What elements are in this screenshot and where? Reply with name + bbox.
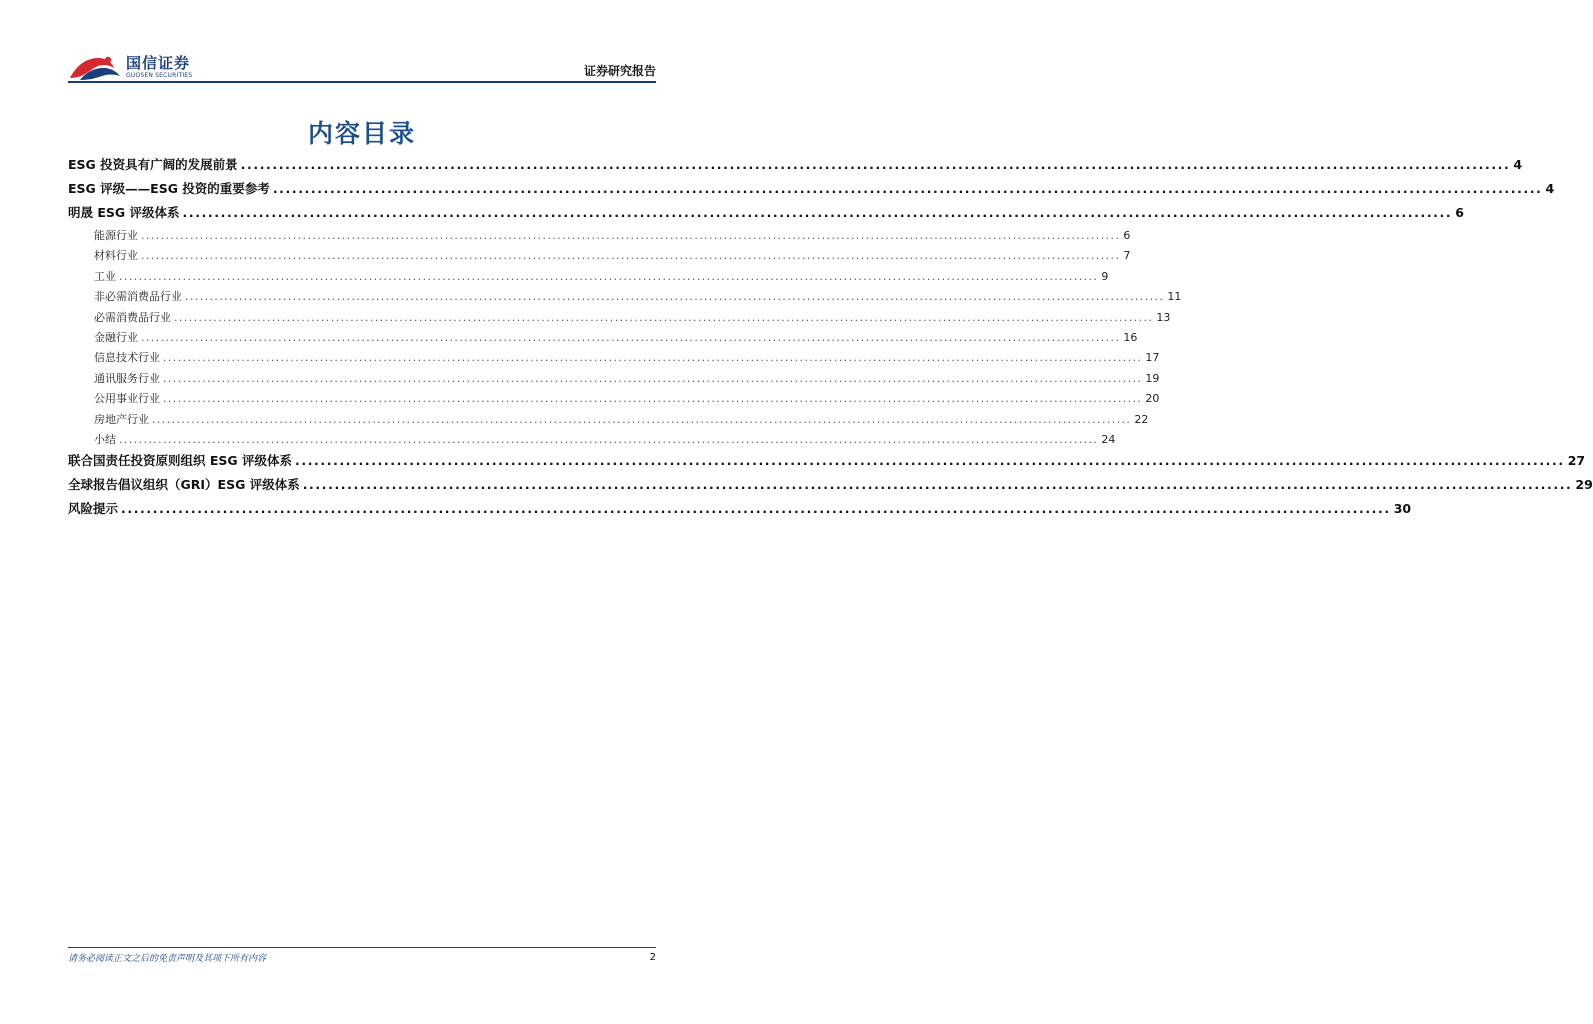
- toc-entry[interactable]: [68, 309, 1171, 329]
- toc-entry-page: 20: [1145, 392, 1160, 406]
- toc-leader-dots: ........................................................................................................................................................................................................: [152, 412, 1132, 426]
- toc-leader-dots: ........................................................................................................................................................................................................: [295, 453, 1565, 469]
- toc-entry-label: 明晟 ESG 评级体系: [68, 205, 180, 220]
- logo: [68, 50, 192, 84]
- toc-leader-dots: ........................................................................................................................................................................................................: [119, 269, 1099, 283]
- toc-entry[interactable]: [68, 431, 1116, 451]
- toc-entry[interactable]: [68, 499, 1412, 523]
- toc-entry-page: 19: [1145, 371, 1160, 385]
- toc-entry[interactable]: [68, 390, 1160, 410]
- report-type-label: 证券研究报告: [583, 64, 656, 78]
- toc-entry-page: 11: [1167, 290, 1182, 304]
- toc-entry-label: 联合国责任投资原则组织 ESG 评级体系: [68, 453, 293, 469]
- footer-disclaimer: 请务必阅读正文之后的免责声明及其项下所有内容: [68, 954, 267, 964]
- toc-entry-page: 16: [1123, 330, 1138, 344]
- toc-entry-page: 17: [1145, 351, 1160, 365]
- toc-leader-dots: ........................................................................................................................................................................................................: [163, 351, 1143, 365]
- toc-entry[interactable]: [68, 288, 1182, 308]
- toc-leader-dots: ........................................................................................................................................................................................................: [163, 392, 1143, 406]
- page-header: [68, 50, 656, 84]
- toc-entry-label: 能源行业: [94, 229, 138, 242]
- toc-leader-dots: ........................................................................................................................................................................................................: [182, 205, 1453, 220]
- toc-leader-dots: ........................................................................................................................................................................................................: [185, 290, 1165, 304]
- toc-entry-label: 风险提示: [68, 501, 119, 517]
- toc-entry-label: 必需消费品行业: [94, 310, 171, 324]
- toc-leader-dots: ........................................................................................................................................................................................................: [240, 157, 1511, 172]
- toc-entry[interactable]: [68, 247, 1131, 267]
- toc-entry[interactable]: [68, 203, 1464, 227]
- toc-entry-page: 22: [1134, 412, 1149, 426]
- page-number: 2: [649, 952, 656, 963]
- toc-entry-label: 金融行业: [94, 330, 138, 344]
- toc-entry-page: 9: [1101, 269, 1109, 283]
- toc-entry-label: 信息技术行业: [94, 351, 160, 365]
- footer-divider: [68, 947, 656, 948]
- toc-entry-page: 4: [1545, 181, 1555, 196]
- toc-entry-label: 工业: [94, 269, 116, 283]
- toc-entry-label: 房地产行业: [94, 412, 149, 426]
- header-divider: [68, 81, 656, 83]
- toc-leader-dots: ........................................................................................................................................................................................................: [141, 229, 1121, 242]
- toc-title: 内容目录: [307, 119, 416, 148]
- toc-entry-page: 13: [1156, 310, 1171, 324]
- toc-entry-page: 24: [1101, 432, 1116, 446]
- toc-leader-dots: ........................................................................................................................................................................................................: [121, 501, 1391, 517]
- toc-entry-label: 小结: [94, 432, 116, 446]
- toc-entry[interactable]: [68, 268, 1109, 288]
- toc-leader-dots: ........................................................................................................................................................................................................: [174, 310, 1154, 324]
- toc-entry-page: 30: [1393, 501, 1412, 517]
- toc-leader-dots: ........................................................................................................................................................................................................: [141, 249, 1121, 263]
- toc-leader-dots: ........................................................................................................................................................................................................: [302, 477, 1573, 493]
- toc-entry-label: 材料行业: [94, 249, 138, 263]
- table-of-contents: [68, 155, 1593, 523]
- toc-entry[interactable]: [68, 155, 1523, 179]
- toc-entry-page: 7: [1123, 249, 1131, 263]
- toc-entry-page: 29: [1575, 477, 1593, 493]
- toc-entry-page: 4: [1513, 157, 1523, 172]
- toc-entry[interactable]: [68, 349, 1160, 369]
- toc-entry[interactable]: [68, 179, 1555, 203]
- toc-entry-page: 6: [1123, 229, 1131, 242]
- toc-entry-label: 非必需消费品行业: [94, 290, 182, 304]
- toc-entry[interactable]: [68, 451, 1586, 475]
- toc-leader-dots: ........................................................................................................................................................................................................: [163, 371, 1143, 385]
- toc-entry[interactable]: [68, 370, 1160, 390]
- toc-entry[interactable]: [68, 329, 1138, 349]
- toc-leader-dots: ........................................................................................................................................................................................................: [119, 432, 1099, 446]
- toc-entry[interactable]: [68, 227, 1131, 247]
- toc-entry-label: 通讯服务行业: [94, 371, 160, 385]
- toc-leader-dots: ........................................................................................................................................................................................................: [141, 330, 1121, 344]
- toc-leader-dots: ........................................................................................................................................................................................................: [272, 181, 1543, 196]
- toc-entry-label: 全球报告倡议组织（GRI）ESG 评级体系: [68, 477, 300, 493]
- toc-entry-page: 27: [1567, 453, 1586, 469]
- toc-entry[interactable]: [68, 411, 1149, 431]
- toc-entry-page: 6: [1455, 205, 1464, 220]
- toc-entry-label: ESG 投资具有广阔的发展前景: [68, 157, 238, 172]
- toc-entry-label: 公用事业行业: [94, 392, 160, 406]
- logo-chinese-name: 国信证券: [126, 53, 191, 72]
- guosen-logo-icon: [68, 52, 122, 82]
- logo-english-name: GUOSEN SECURITIES: [126, 71, 193, 79]
- toc-entry[interactable]: [68, 475, 1593, 499]
- toc-entry-label: ESG 评级——ESG 投资的重要参考: [68, 181, 270, 196]
